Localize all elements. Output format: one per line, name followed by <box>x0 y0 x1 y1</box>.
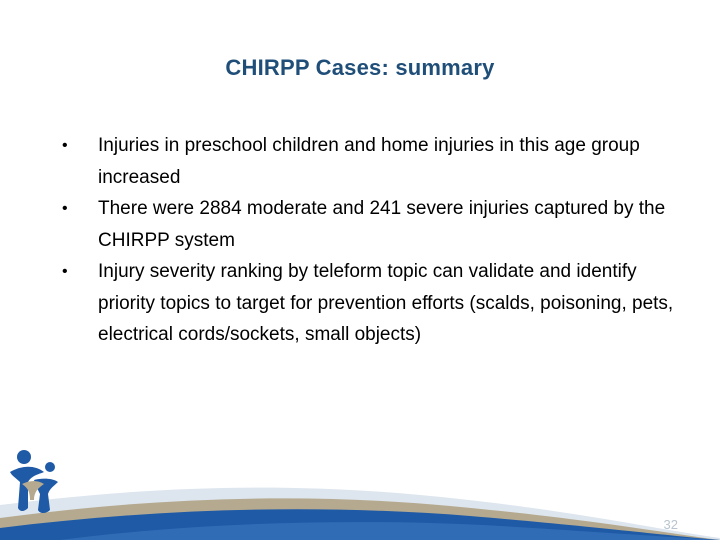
bullet-dot-icon: • <box>62 200 68 217</box>
footer-swoosh <box>0 400 720 540</box>
bullet-dot-icon: • <box>62 263 68 280</box>
bullet-dot-icon: • <box>62 137 68 154</box>
slide-title: CHIRPP Cases: summary <box>225 55 495 80</box>
bullet-text: There were 2884 moderate and 241 severe injuries captured by the CHIRPP system <box>98 198 666 251</box>
bullet-list <box>60 130 680 351</box>
bullet-item <box>60 130 680 193</box>
bullet-text: Injuries in preschool children and home injuries in this age group increased <box>98 135 640 188</box>
bullet-text: Injury severity ranking by teleform topic can validate and identify priority topics to target for prevention efforts (scalds, poisoning, pets, electrical cords/sockets, small objects) <box>98 261 674 345</box>
bullet-item <box>60 193 680 256</box>
footer-decoration <box>0 400 720 540</box>
page-number: 32 <box>663 517 678 532</box>
bullet-item <box>60 256 680 351</box>
